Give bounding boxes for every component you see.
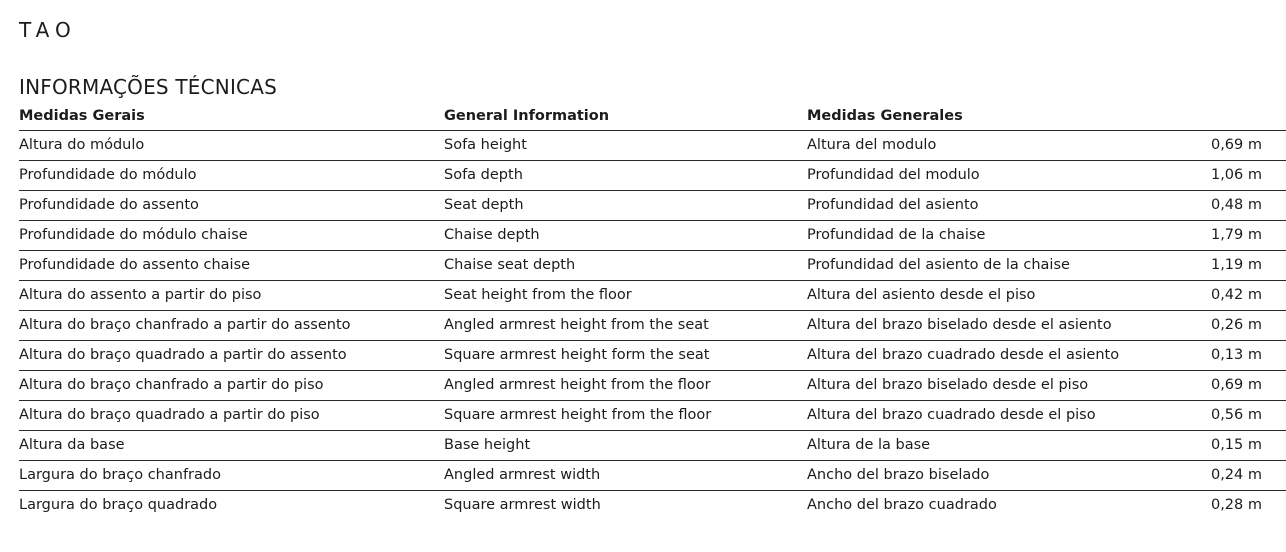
- cell-value: 0,42 m: [1210, 287, 1262, 303]
- cell-es: Profundidad del asiento de la chaise: [807, 257, 1070, 273]
- cell-pt: Altura da base: [19, 437, 125, 453]
- table-row: [19, 191, 1286, 221]
- cell-es: Ancho del brazo cuadrado: [807, 497, 997, 513]
- table-row: [19, 161, 1286, 191]
- cell-pt: Largura do braço chanfrado: [19, 467, 221, 483]
- cell-en: Angled armrest height from the seat: [444, 317, 709, 333]
- cell-en: Chaise seat depth: [444, 257, 576, 273]
- cell-es: Altura del brazo biselado desde el piso: [807, 377, 1089, 393]
- cell-value: 0,48 m: [1210, 197, 1262, 213]
- cell-pt: Altura do braço chanfrado a partir do assento: [19, 317, 351, 333]
- table-row: [19, 371, 1286, 401]
- cell-es: Altura del asiento desde el piso: [807, 287, 1036, 303]
- header-pt: Medidas Gerais: [19, 108, 145, 124]
- table-body: [19, 131, 1286, 520]
- cell-pt: Altura do módulo: [19, 137, 145, 153]
- header-es: Medidas Generales: [807, 108, 963, 124]
- table-row: [19, 131, 1286, 161]
- cell-en: Sofa depth: [444, 167, 523, 183]
- cell-es: Profundidad de la chaise: [807, 227, 986, 243]
- header-en: General Information: [444, 108, 610, 124]
- cell-es: Altura de la base: [807, 437, 931, 453]
- cell-en: Seat depth: [444, 197, 524, 213]
- cell-pt: Altura do braço chanfrado a partir do piso: [19, 377, 324, 393]
- section-title: INFORMAÇÕES TÉCNICAS: [19, 75, 278, 99]
- cell-en: Seat height from the floor: [444, 287, 632, 303]
- cell-es: Profundidad del modulo: [807, 167, 980, 183]
- cell-en: Square armrest width: [444, 497, 601, 513]
- table-row: [19, 281, 1286, 311]
- cell-pt: Altura do braço quadrado a partir do assento: [19, 347, 347, 363]
- cell-en: Angled armrest height from the floor: [444, 377, 711, 393]
- cell-en: Chaise depth: [444, 227, 540, 243]
- cell-es: Altura del brazo cuadrado desde el piso: [807, 407, 1096, 423]
- table-row: [19, 251, 1286, 281]
- cell-es: Ancho del brazo biselado: [807, 467, 990, 483]
- cell-en: Square armrest height form the seat: [444, 347, 710, 363]
- cell-value: 1,19 m: [1210, 257, 1262, 273]
- table-row: [19, 461, 1286, 491]
- table-row: [19, 401, 1286, 431]
- table-header-row: [19, 102, 1286, 131]
- cell-en: Angled armrest width: [444, 467, 601, 483]
- brand-title: TAO: [19, 18, 77, 42]
- cell-en: Base height: [444, 437, 531, 453]
- cell-value: 1,06 m: [1210, 167, 1262, 183]
- cell-value: 0,28 m: [1210, 497, 1262, 513]
- table-row: [19, 431, 1286, 461]
- cell-pt: Altura do assento a partir do piso: [19, 287, 262, 303]
- cell-en: Square armrest height from the floor: [444, 407, 712, 423]
- cell-es: Altura del brazo biselado desde el asiento: [807, 317, 1112, 333]
- cell-value: 0,13 m: [1210, 347, 1262, 363]
- table-row: [19, 491, 1286, 520]
- cell-pt: Profundidade do módulo chaise: [19, 227, 248, 243]
- cell-es: Altura del brazo cuadrado desde el asiento: [807, 347, 1120, 363]
- cell-pt: Largura do braço quadrado: [19, 497, 218, 513]
- cell-value: 0,24 m: [1210, 467, 1262, 483]
- table-row: [19, 311, 1286, 341]
- table-row: [19, 341, 1286, 371]
- cell-pt: Profundidade do assento chaise: [19, 257, 251, 273]
- cell-es: Profundidad del asiento: [807, 197, 979, 213]
- cell-value: 0,69 m: [1210, 137, 1262, 153]
- cell-value: 0,15 m: [1210, 437, 1262, 453]
- cell-value: 0,26 m: [1210, 317, 1262, 333]
- spec-table: [19, 102, 1286, 520]
- cell-value: 1,79 m: [1210, 227, 1262, 243]
- cell-value: 0,56 m: [1210, 407, 1262, 423]
- cell-pt: Profundidade do assento: [19, 197, 199, 213]
- cell-value: 0,69 m: [1210, 377, 1262, 393]
- cell-pt: Altura do braço quadrado a partir do piso: [19, 407, 320, 423]
- cell-es: Altura del modulo: [807, 137, 937, 153]
- cell-en: Sofa height: [444, 137, 527, 153]
- cell-pt: Profundidade do módulo: [19, 167, 197, 183]
- table-row: [19, 221, 1286, 251]
